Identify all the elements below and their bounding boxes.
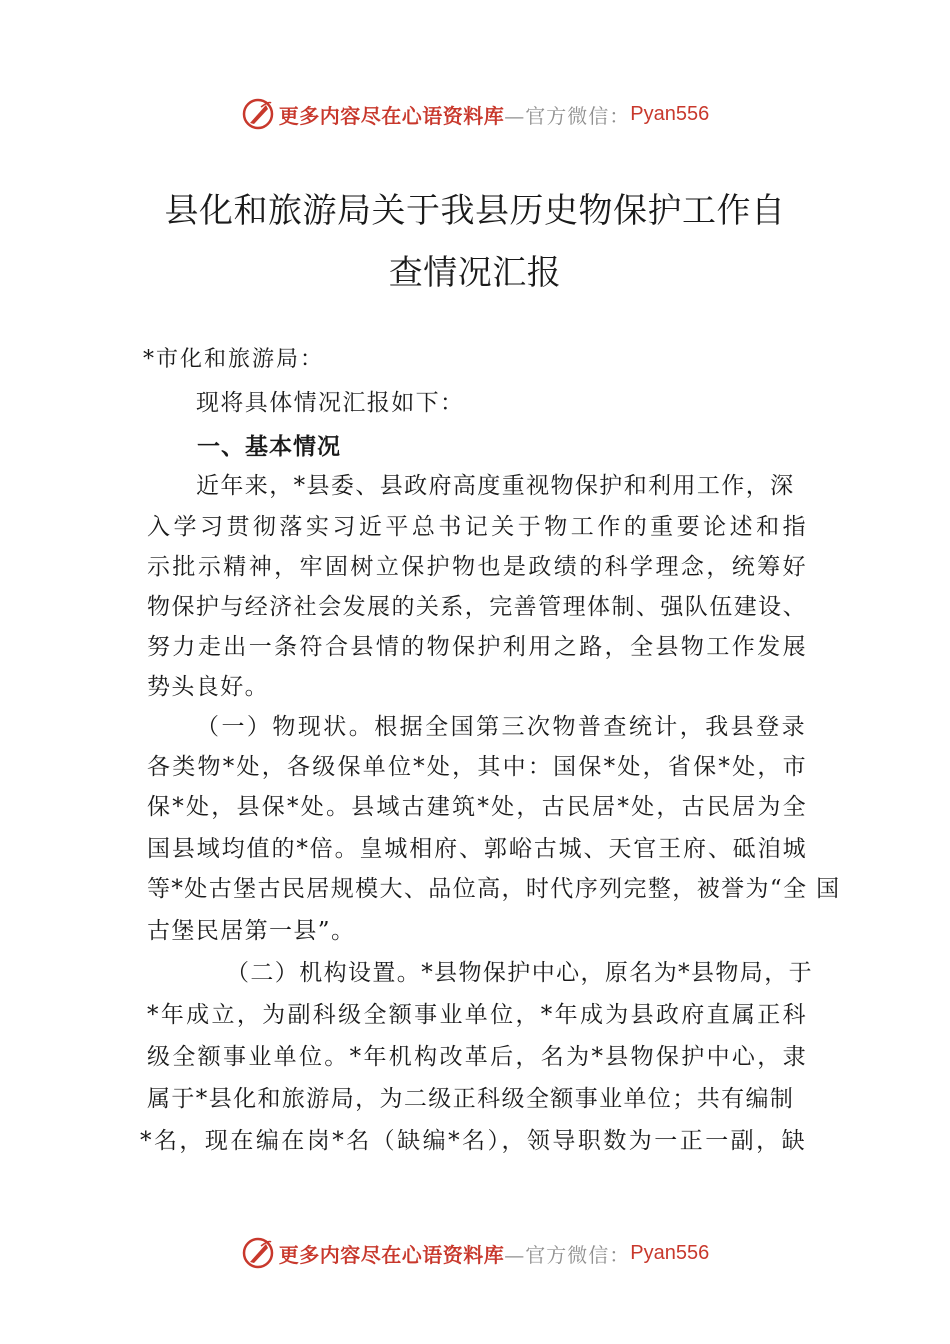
title-line-2: 查情况汇报 <box>388 253 562 293</box>
paragraph-line: 近年来，*县委、县政府高度重视物保护和利用工作，深 <box>196 473 795 499</box>
paragraph-line: 入学习贯彻落实习近平总书记关于物工作的重要论述和指 <box>147 514 807 540</box>
watermark-banner-bottom <box>0 1233 950 1273</box>
paragraph-line: *年成立，为副科级全额事业单位，*年成为县政府直属正科 <box>147 1002 807 1028</box>
paragraph-line: 古堡民居第一县”。 <box>147 918 356 944</box>
paragraph-line: 国县域均值的*倍。皇城相府、郭峪古城、天官王府、砥洎城 <box>147 836 807 862</box>
watermark-banner-top <box>0 94 950 134</box>
watermark-wechat-label: —官方微信： <box>504 1242 631 1267</box>
paragraph-line: 属于*县化和旅游局，为二级正科级全额事业单位；共有编制 <box>147 1086 795 1112</box>
watermark-wechat-label: —官方微信： <box>504 103 631 128</box>
paragraph-line: 势头良好。 <box>147 674 269 700</box>
paragraph-line: 级全额事业单位。*年机构改革后，名为*县物保护中心，隶 <box>147 1044 807 1070</box>
addressee: *市化和旅游局： <box>143 347 325 372</box>
paragraph-line: *名，现在编在岗*名（缺编*名），领导职数为一正一副，缺 <box>140 1128 806 1154</box>
watermark-wechat-id: Pyan556 <box>630 102 710 125</box>
quill-logo-icon <box>241 97 275 131</box>
paragraph-line: 保*处，县保*处。县域古建筑*处，古民居*处，古民居为全 <box>147 794 807 820</box>
paragraph-line: 物保护与经济社会发展的关系，完善管理体制、强队伍建设、 <box>147 594 807 620</box>
watermark-wechat-id: Pyan556 <box>630 1241 710 1264</box>
document-title <box>130 180 820 304</box>
paragraph-line: 示批示精神，牢固树立保护物也是政绩的科学理念，统筹好 <box>147 554 807 580</box>
watermark-title: 更多内容尽在心语资料库 <box>278 1242 505 1267</box>
title-line-1: 县化和旅游局关于我县历史物保护工作自 <box>164 191 786 231</box>
paragraph-line: （二）机构设置。*县物保护中心，原名为*县物局，于 <box>226 960 813 986</box>
quill-logo-icon <box>241 1236 275 1270</box>
section-heading-basic: 一、基本情况 <box>197 434 341 460</box>
intro-text: 现将具体情况汇报如下： <box>196 390 465 416</box>
watermark-title: 更多内容尽在心语资料库 <box>278 103 505 128</box>
paragraph-line: （一）物现状。根据全国第三次物普查统计，我县登录 <box>196 714 806 740</box>
paragraph-line: 努力走出一条符合县情的物保护利用之路，全县物工作发展 <box>147 634 807 660</box>
paragraph-line: 等*处古堡古民居规模大、品位高，时代序列完整，被誉为“全 国 <box>147 876 841 902</box>
paragraph-line: 各类物*处，各级保单位*处，其中：国保*处，省保*处，市 <box>147 754 807 780</box>
